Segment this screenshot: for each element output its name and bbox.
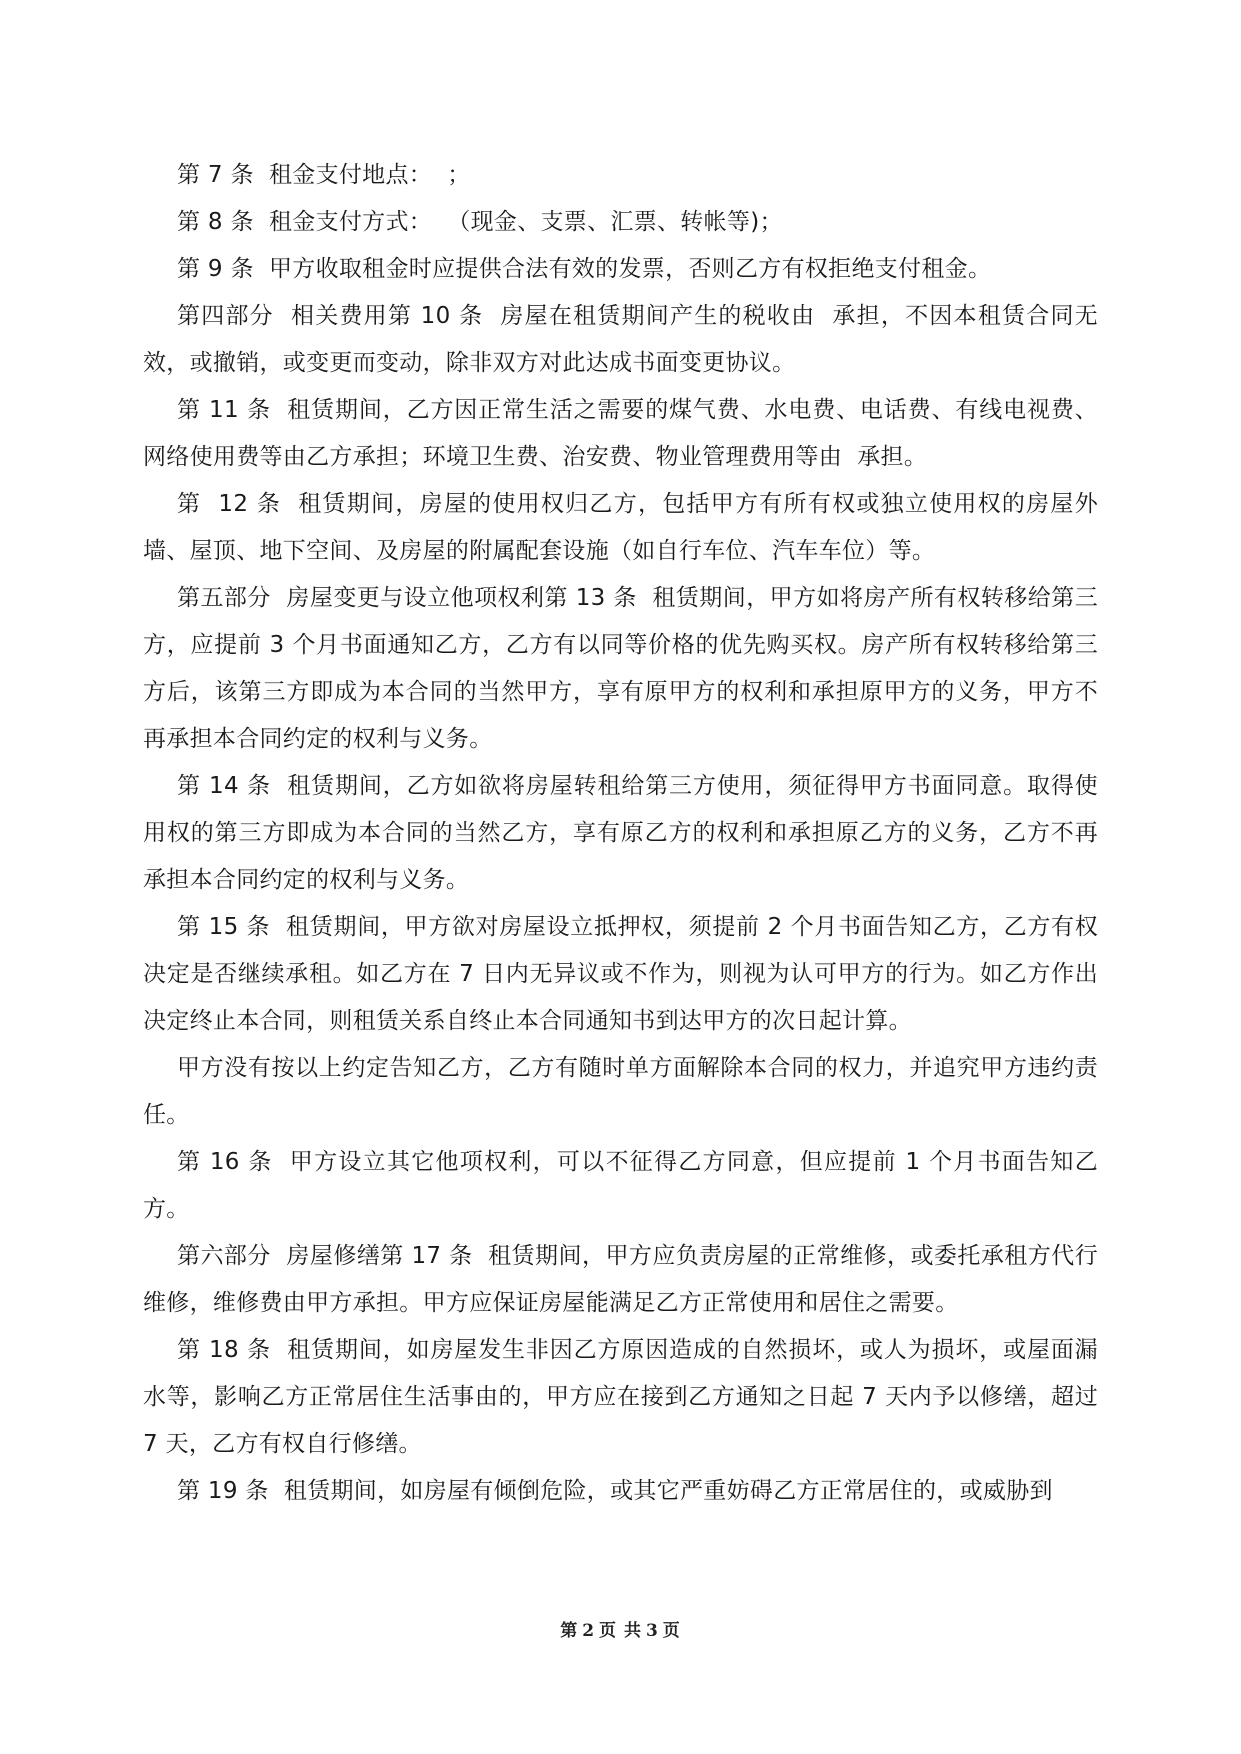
paragraph-article-10: 第四部分 相关费用第 10 条 房屋在租赁期间产生的税收由 承担，不因本租赁合同无效，或撤销，或变更而变动，除非双方对此达成书面变更协议。 bbox=[143, 303, 1098, 376]
paragraph-article-15: 第 15 条 租赁期间，甲方欲对房屋设立抵押权，须提前 2 个月书面告知乙方，乙方有权决定是否继续承租。如乙方在 7 日内无异议或不作为，则视为认可甲方的行为。如乙方作出决定终止本合同，则租赁关系自终止本合同通知书到达甲方的次日起计算。 bbox=[143, 914, 1098, 1034]
footer-middle: 页 共 bbox=[599, 1621, 642, 1641]
paragraph-article-11: 第 11 条 租赁期间，乙方因正常生活之需要的煤气费、水电费、电话费、有线电视费、网络使用费等由乙方承担；环境卫生费、治安费、物业管理费用等由 承担。 bbox=[143, 397, 1098, 470]
paragraph-article-9: 第 9 条 甲方收取租金时应提供合法有效的发票，否则乙方有权拒绝支付租金。 bbox=[177, 256, 992, 282]
paragraph-article-7: 第 7 条 租金支付地点： ； bbox=[177, 162, 471, 188]
paragraph-article-12: 第 12 条 租赁期间，房屋的使用权归乙方，包括甲方有所有权或独立使用权的房屋外墙、屋顶、地下空间、及房屋的附属配套设施（如自行车位、汽车车位）等。 bbox=[143, 491, 1098, 564]
document-body bbox=[143, 152, 1106, 1515]
paragraph-article-17: 第六部分 房屋修缮第 17 条 租赁期间，甲方应负责房屋的正常维修，或委托承租方代行维修，维修费由甲方承担。甲方应保证房屋能满足乙方正常使用和居住之需要。 bbox=[143, 1243, 1098, 1316]
paragraph-article-18: 第 18 条 租赁期间，如房屋发生非因乙方原因造成的自然损坏，或人为损坏，或屋面漏水等，影响乙方正常居住生活事由的，甲方应在接到乙方通知之日起 7 天内予以修缮，超过 7 天，乙方有权自行修缮。 bbox=[143, 1337, 1106, 1457]
footer-total-pages: 3 bbox=[645, 1621, 659, 1641]
paragraph-article-19: 第 19 条 租赁期间，如房屋有倾倒危险，或其它严重妨碍乙方正常居住的，或威胁到 bbox=[177, 1478, 1053, 1504]
footer-suffix: 页 bbox=[662, 1621, 681, 1641]
paragraph-article-16: 第 16 条 甲方设立其它他项权利，可以不征得乙方同意，但应提前 1 个月书面告知乙方。 bbox=[143, 1149, 1098, 1222]
footer-current-page: 2 bbox=[582, 1621, 596, 1641]
paragraph-article-8: 第 8 条 租金支付方式： （现金、支票、汇票、转帐等)； bbox=[177, 209, 783, 235]
paragraph-article-13: 第五部分 房屋变更与设立他项权利第 13 条 租赁期间，甲方如将房产所有权转移给第三方，应提前 3 个月书面通知乙方，乙方有以同等价格的优先购买权。房产所有权转移给第三方后，该第三方即成为本合同的当然甲方，享有原甲方的权利和承担原甲方的义务，甲方不再承担本合同约定的权利与义务。 bbox=[143, 585, 1098, 752]
footer-prefix: 第 bbox=[560, 1621, 579, 1641]
paragraph-article-15-addendum: 甲方没有按以上约定告知乙方，乙方有随时单方面解除本合同的权力，并追究甲方违约责任。 bbox=[143, 1055, 1098, 1128]
paragraph-article-14: 第 14 条 租赁期间，乙方如欲将房屋转租给第三方使用，须征得甲方书面同意。取得使用权的第三方即成为本合同的当然乙方，享有原乙方的权利和承担原乙方的义务，乙方不再承担本合同约定的权利与义务。 bbox=[143, 773, 1098, 893]
page-footer bbox=[0, 1616, 1241, 1641]
